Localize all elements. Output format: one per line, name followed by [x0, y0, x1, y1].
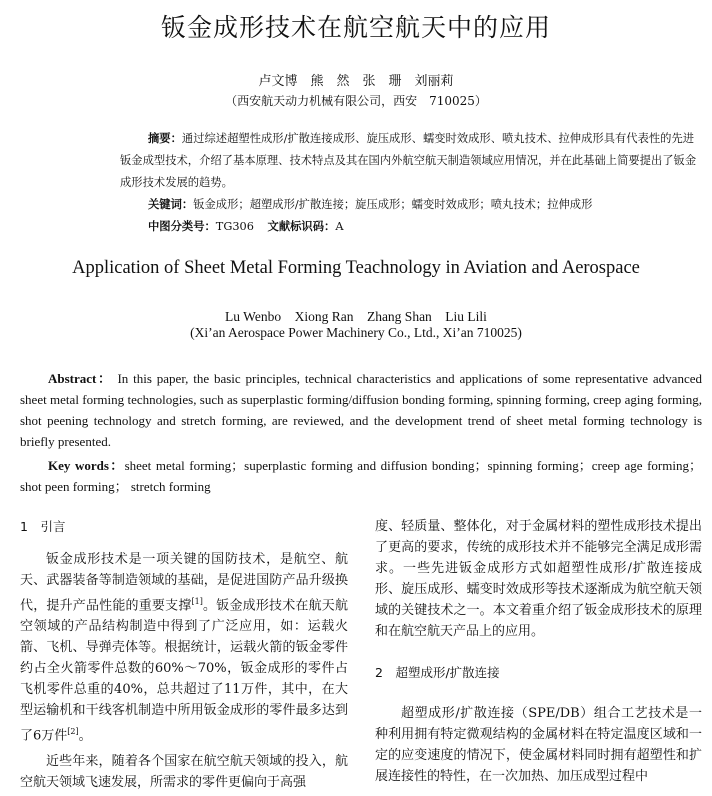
section-1-heading: 1 引言: [20, 519, 66, 534]
section-2-heading: 2 超塑成形/扩散连接: [375, 665, 500, 680]
p1-text-c: 。: [78, 728, 92, 744]
keywords-cn: [120, 194, 698, 216]
abstract-en-text: In this paper, the basic principles, technical characteristics and applications of some representative advanced sheet metal forming technologies, such as superplastic forming/diffusion bonding forming, spinning forming, creep aging forming, shot peening technology and stretch forming, are reviewed, and the development trend of sheet metal forming technology is briefly presented.: [20, 371, 702, 449]
section-1-paragraph-1: [20, 549, 348, 747]
p1-text-a: 钣金成形技术是一项关键的国防技术，是航空、航天、武器装备等制造领域的基础，是促进国防产品升级换代，提升产品性能的重要支撑: [20, 552, 348, 614]
abstract-en-label: Abstract：: [48, 371, 113, 386]
citation-2: [2]: [67, 727, 79, 737]
keywords-en-text: sheet metal forming；superplastic forming and diffusion bonding；spinning forming；creep age forming；shot peen forming； stretch forming: [20, 458, 702, 494]
section-1-paragraph-2: 近些年来，随着各个国家在航空航天领域的投入，航空航天领域飞速发展，所需求的零件更偏向于高强: [20, 753, 348, 790]
classification-cn: [120, 216, 698, 238]
abstract-en: [20, 368, 702, 452]
keywords-cn-text: 钣金成形；超塑成形/扩散连接；旋压成形；蠕变时效成形；喷丸技术；拉伸成形: [193, 198, 593, 211]
authors-en: Lu Wenbo Xiong Ran Zhang Shan Liu Lili: [225, 309, 487, 324]
keywords-cn-label: 关键词：: [148, 198, 194, 211]
section-2-paragraph-1: 超塑成形/扩散连接（SPE/DB）组合工艺技术是一种利用拥有特定微观结构的金属材料在特定温度区域和一定的应变速度的情况下，使金属材料同时拥有超塑性和扩展连接性的特性，在一次加热、加压成型过程中: [375, 706, 702, 784]
authors-cn: 卢文博 熊 然 张 珊 刘丽莉: [258, 74, 454, 89]
column-left: [20, 516, 348, 793]
column-right: [375, 516, 702, 787]
affiliation-cn: （西安航天动力机械有限公司，西安 710025）: [225, 94, 487, 108]
keywords-en-label: Key words：: [48, 458, 125, 473]
doc-code-value: A: [335, 220, 344, 233]
section-1-paragraph-2-continued: 度、轻质量、整体化，对于金属材料的塑性成形技术提出了更高的要求，传统的成形技术并不能够完全满足成形需求。一些先进钣金成形方式如超塑性成形/扩散连接成形、旋压成形、蠕变时效成形等技术逐渐成为航空航天领域的关键技术之一。本文着重介绍了钣金成形技术的原理和在航空航天产品上的应用。: [375, 519, 702, 639]
abstract-cn-text: 通过综述超塑性成形/扩散连接成形、旋压成形、蠕变时效成形、喷丸技术、拉伸成形具有代表性的先进钣金成型技术，介绍了基本原理、技术特点及其在国内外航空航天制造领域应用情况，并在此基础上简要提出了钣金成形技术发展的趋势。: [120, 132, 697, 189]
abstract-cn: [120, 128, 698, 194]
classification-value: TG306: [215, 220, 254, 233]
keywords-en: [20, 455, 702, 497]
affiliation-en: (Xi’an Aerospace Power Machinery Co., Ltd., Xi’an 710025): [190, 325, 522, 340]
doc-code-label: 文献标识码：: [267, 220, 336, 233]
p1-text-b: 。钣金成形技术在航天航空领域的产品结构制造中得到了广泛应用，如：运载火箭、飞机、导弹壳体等。根据统计，运载火箭的钣金零件约占全火箭零件总数的60%～70%，钣金成形的零件占飞机零件总重的40%，总共超过了11万件，其中，在大型运输机和干线客机制造中所用钣金成形的零件最多达到了6万件: [20, 598, 348, 744]
classification-label: 中图分类号：: [148, 220, 216, 233]
paper-title-en: Application of Sheet Metal Forming Teachnology in Aviation and Aerospace: [72, 258, 640, 278]
citation-1: [1]: [191, 597, 203, 606]
paper-title-cn: 钣金成形技术在航空航天中的应用: [160, 13, 551, 42]
abstract-cn-label: 摘要：: [148, 132, 182, 145]
